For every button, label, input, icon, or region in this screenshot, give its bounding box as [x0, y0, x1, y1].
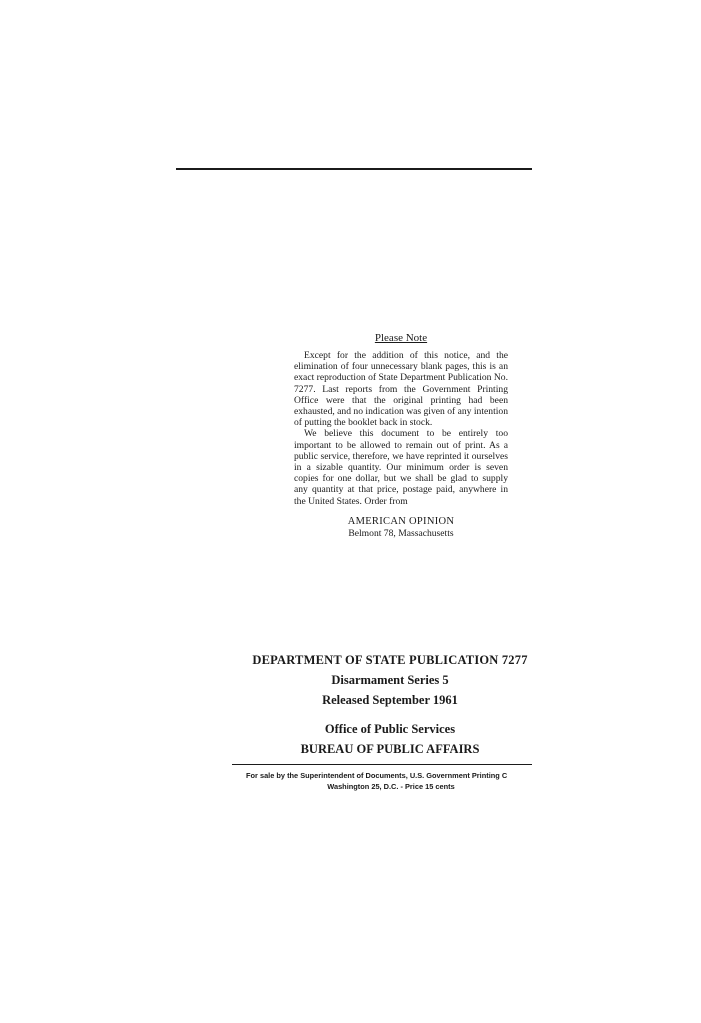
note-paragraph-2: We believe this document to be entirely too important to be allowed to remain out of print. As a public service, therefore, we have reprinted it ourselves in a sizable quantity. Our minimum order is seven copies for one dollar, but we shall be glad to supply any quantity at that price, postage paid, anywhere in the United States. Order from [294, 428, 508, 507]
series-line: Disarmament Series 5 [331, 673, 449, 687]
bureau-line: BUREAU OF PUBLIC AFFAIRS [300, 742, 480, 756]
sale-notice-line-1: For sale by the Superintendent of Documents, U.S. Government Printing C [246, 771, 508, 780]
release-date-line: Released September 1961 [322, 693, 458, 707]
note-paragraph-1: Except for the addition of this notice, and the elimination of four unnecessary blank pages, this is an exact reproduction of State Department Publication No. 7277. Last reports from the Government Printing Office were that the original printing had been exhausted, and no indication was given of any intention of putting the booklet back in stock. [294, 350, 508, 429]
publication-block [240, 650, 540, 759]
organization-address: Belmont 78, Massachusetts [348, 527, 454, 539]
department-publication-line: DEPARTMENT OF STATE PUBLICATION 7277 [252, 653, 528, 667]
note-title: Please Note [374, 332, 428, 344]
please-note-notice [294, 332, 508, 540]
sale-notice [246, 771, 536, 792]
sale-notice-line-2: Washington 25, D.C. - Price 15 cents [327, 781, 455, 791]
office-line: Office of Public Services [324, 722, 456, 736]
bottom-rule [232, 764, 532, 765]
organization-name: AMERICAN OPINION [347, 515, 455, 527]
top-rule [176, 168, 532, 170]
